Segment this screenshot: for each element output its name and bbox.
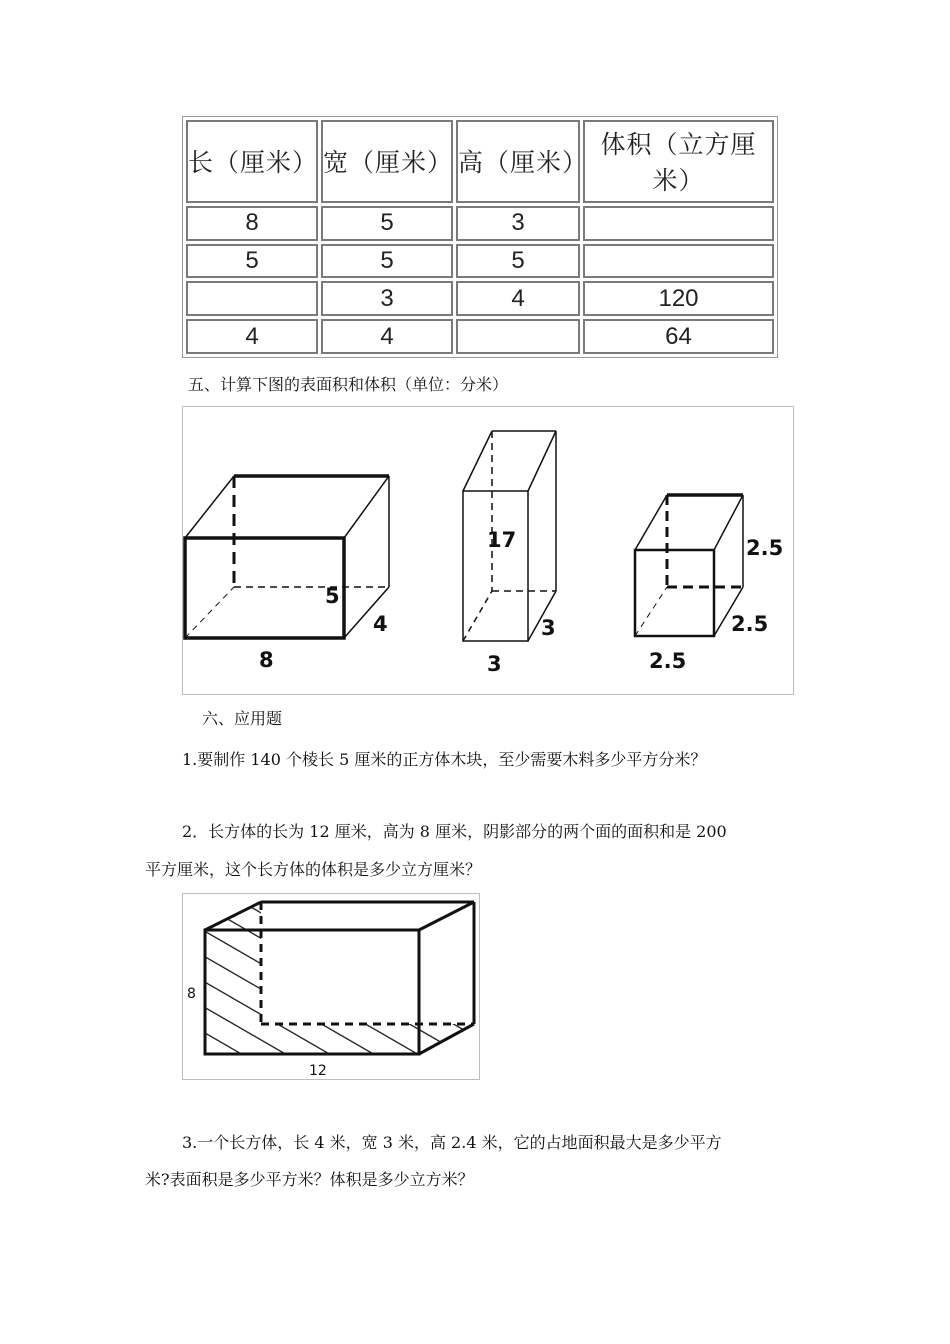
table-cell: 4 xyxy=(186,319,318,354)
table-cell: 4 xyxy=(456,281,580,316)
box1-length-label: 8 xyxy=(259,648,274,672)
section6-title: 六、应用题 xyxy=(202,709,283,728)
box2-width-label: 3 xyxy=(541,616,556,640)
solids-figure xyxy=(182,406,794,695)
table-cell: 8 xyxy=(186,206,318,241)
table-cell: 4 xyxy=(321,319,453,354)
box3-cube xyxy=(635,495,743,636)
question-3-line2: 米?表面积是多少平方米？体积是多少立方米？ xyxy=(145,1170,474,1189)
table-cell xyxy=(583,244,774,279)
table-row xyxy=(186,319,774,354)
q2-cuboid-figure xyxy=(182,893,480,1080)
box3-length-label: 2.5 xyxy=(649,649,687,673)
volume-table-grid xyxy=(183,117,777,357)
box3-width-label: 2.5 xyxy=(731,612,769,636)
question-2-line1: 2．长方体的长为 12 厘米，高为 8 厘米，阴影部分的两个面的面积和是 200 xyxy=(182,822,727,841)
box1-cuboid xyxy=(185,476,389,638)
header-height: 高（厘米） xyxy=(456,120,580,203)
table-row xyxy=(186,281,774,316)
table-header-row xyxy=(186,120,774,203)
table-cell: 5 xyxy=(321,206,453,241)
table-cell: 3 xyxy=(321,281,453,316)
box3-height-label: 2.5 xyxy=(746,536,784,560)
volume-table xyxy=(182,116,778,358)
question-1: 1.要制作 140 个棱长 5 厘米的正方体木块，至少需要木料多少平方分米？ xyxy=(182,750,707,769)
q2-cuboid-diagram xyxy=(183,894,479,1079)
header-length: 长（厘米） xyxy=(186,120,318,203)
table-cell xyxy=(456,319,580,354)
table-cell xyxy=(186,281,318,316)
question-3-line1: 3.一个长方体，长 4 米，宽 3 米，高 2.4 米，它的占地面积最大是多少平方 xyxy=(182,1133,722,1152)
table-cell: 3 xyxy=(456,206,580,241)
header-volume: 体积（立方厘米） xyxy=(583,120,774,203)
section5-title: 五、计算下图的表面积和体积（单位：分米） xyxy=(188,375,509,394)
question-2-line2: 平方厘米，这个长方体的体积是多少立方厘米？ xyxy=(145,860,482,879)
box1-height-label: 5 xyxy=(325,584,340,608)
box2-height-label: 17 xyxy=(487,528,517,552)
box1-width-label: 4 xyxy=(373,612,388,636)
table-cell: 64 xyxy=(583,319,774,354)
header-width: 宽（厘米） xyxy=(321,120,453,203)
table-cell: 5 xyxy=(321,244,453,279)
table-cell xyxy=(583,206,774,241)
table-cell: 5 xyxy=(186,244,318,279)
table-cell: 120 xyxy=(583,281,774,316)
q2-length-label: 12 xyxy=(309,1063,327,1079)
table-row xyxy=(186,206,774,241)
table-cell: 5 xyxy=(456,244,580,279)
solids-diagram xyxy=(183,407,793,694)
table-row xyxy=(186,244,774,279)
q2-height-label: 8 xyxy=(187,986,196,1002)
box2-length-label: 3 xyxy=(487,652,502,676)
